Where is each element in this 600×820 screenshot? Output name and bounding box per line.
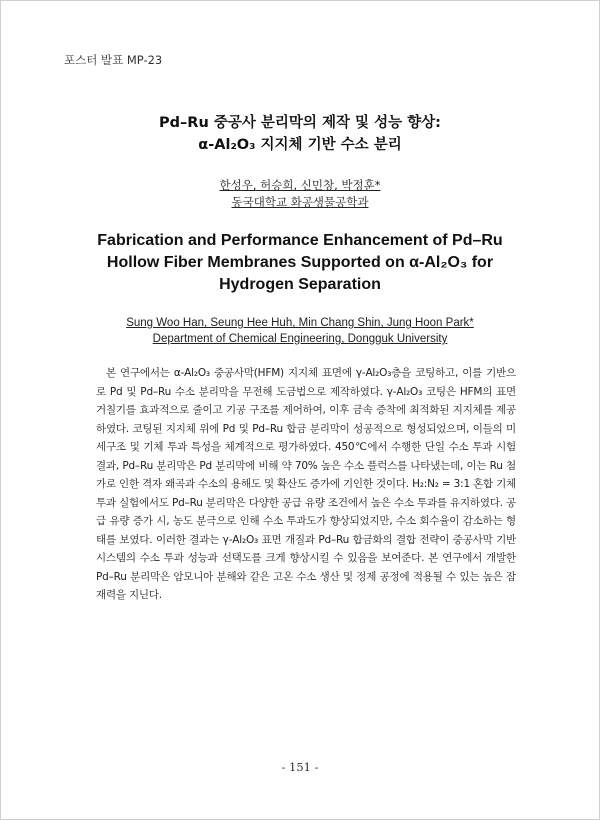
abstract-body: 본 연구에서는 α-Al₂O₃ 중공사막(HFM) 지지체 표면에 γ-Al₂O₃층을 코팅하고, 이를 기반으로 Pd 및 Pd–Ru 수소 분리막을 무전해 도금법으로 제작하였다. γ-Al₂O₃ 코팅은 HFM의 표면 거칠기를 효과적으로 줄이고 기공 구조를 제어하여, 이후 금속 증착에 최적화된 지지체를 제공하였다. 코팅된 지지체 위에 Pd 및 Pd–Ru 합금 분리막이 성공적으로 형성되었으며, 이들의 미세구조 및 기체 투과 특성을 체계적으로 평가하였다. 450℃에서 수행한 단일 수소 투과 시험 결과, Pd–Ru 분리막은 Pd 분리막에 비해 약 70% 높은 수소 플럭스를 나타냈는데, 이는 Ru 첨가로 인한 격자 왜곡과 수소의 용해도 및 확산도 증가에 기인한 것이다. H₂:N₂ = 3:1 혼합 기체 투과 실험에서도 Pd–Ru 분리막은 다양한 공급 유량 조건에서 높은 수소 투과를 유지하였다. 공급 유량 증가 시, 농도 분극으로 인해 수소 투과도가 향상되었지만, 수소 회수율이 감소하는 형태를 보였다. 이러한 결과는 γ-Al₂O₃ 표면 개질과 Pd–Ru 합금화의 결합 전략이 중공사막 기반 시스템의 수소 투과 성능과 선택도를 크게 향상시킬 수 있음을 보여준다. 본 연구에서 개발한 Pd–Ru 분리막은 암모니아 분해와 같은 고온 수소 생산 및 정제 공정에 적용될 수 있는 높은 잠재력을 지닌다.	[96, 367, 516, 601]
korean-affiliation	[0, 194, 600, 210]
english-authors-text: Sung Woo Han, Seung Hee Huh, Min Chang Shin, Jung Hoon Park*	[126, 317, 474, 329]
english-title-line-1: Fabrication and Performance Enhancement of Pd–Ru	[97, 232, 503, 249]
page-number: - 151 -	[281, 760, 319, 774]
korean-title-line-2: α-Al₂O₃ 지지체 기반 수소 분리	[198, 137, 402, 153]
session-label: 포스터 발표 MP-23	[64, 53, 163, 67]
korean-affiliation-text: 동국대학교 화공생물공학과	[231, 195, 369, 209]
korean-title-line-1: Pd–Ru 중공사 분리막의 제작 및 성능 향상:	[159, 115, 441, 131]
english-affiliation	[0, 333, 600, 345]
english-affiliation-text: Department of Chemical Engineering, Dongguk University	[152, 333, 448, 345]
english-title-line-2: Hollow Fiber Membranes Supported on α-Al₂O₃ for	[106, 254, 494, 271]
english-authors	[0, 317, 600, 329]
english-title-line-3: Hydrogen Separation	[219, 276, 381, 293]
korean-authors	[0, 177, 600, 193]
korean-authors-text: 한성우, 허승희, 신민창, 박정훈*	[219, 178, 381, 192]
